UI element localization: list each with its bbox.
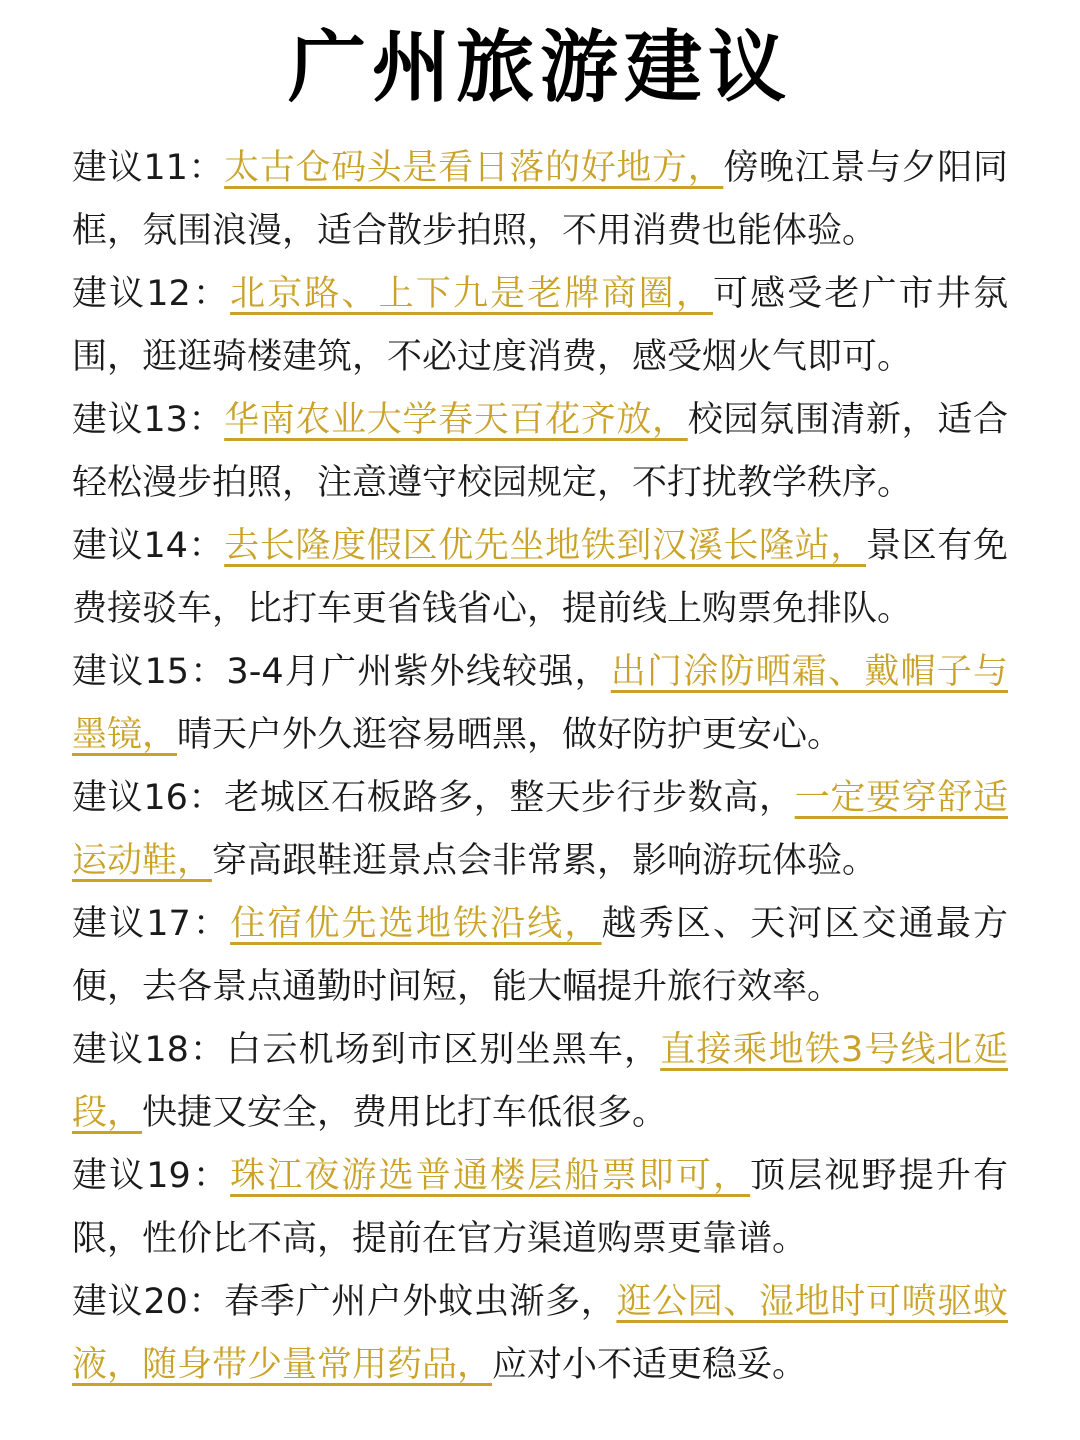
tip-highlight: 华南农业大学春天百花齐放， — [224, 400, 688, 440]
tip-label: 建议17： — [72, 904, 231, 944]
tip-text: 可感受老广市井氛围，逛逛骑楼建筑，不必过度消费，感受烟火气即可。 — [72, 274, 1008, 377]
tip-label: 建议12： — [72, 274, 231, 314]
tip-text: 越秀区、天河区交通最方便，去各景点通勤时间短，能大幅提升旅行效率。 — [72, 904, 1008, 1007]
tip-text: 春季广州户外蚊虫渐多， — [224, 1282, 617, 1322]
tip-highlight: 北京路、上下九是老牌商圈， — [230, 274, 713, 314]
tip-highlight: 一定要穿舒适运动鞋， — [72, 778, 1008, 881]
tip-highlight: 去长隆度假区优先坐地铁到汉溪长隆站， — [224, 526, 866, 566]
tip-label: 建议15： — [72, 652, 227, 692]
tip-item — [72, 641, 1008, 767]
tip-text: 老城区石板路多，整天步行步数高， — [224, 778, 795, 818]
tip-text: 傍晚江景与夕阳同框，氛围浪漫，适合散步拍照，不用消费也能体验。 — [72, 148, 1008, 251]
tip-item — [72, 1019, 1008, 1145]
tip-label: 建议19： — [72, 1156, 231, 1196]
tip-text: 校园氛围清新，适合轻松漫步拍照，注意遵守校园规定，不打扰教学秩序。 — [72, 400, 1008, 503]
tip-highlight: 太古仓码头是看日落的好地方， — [224, 148, 724, 188]
tip-item — [72, 767, 1008, 893]
tip-label: 建议20： — [72, 1282, 225, 1322]
tip-highlight: 直接乘地铁3号线北延段， — [72, 1030, 1008, 1133]
tip-label: 建议14： — [72, 526, 225, 566]
tip-item — [72, 515, 1008, 641]
tip-highlight: 住宿优先选地铁沿线， — [230, 904, 602, 944]
tip-item — [72, 1145, 1008, 1271]
tip-item — [72, 137, 1008, 263]
tip-highlight: 出门涂防晒霜、戴帽子与墨镜， — [72, 652, 1008, 755]
tip-highlight: 珠江夜游选普通楼层船票即可， — [230, 1156, 751, 1196]
tip-label: 建议16： — [72, 778, 225, 818]
tip-label: 建议13： — [72, 400, 225, 440]
tip-item — [72, 1271, 1008, 1397]
tip-label: 建议18： — [72, 1030, 227, 1070]
tips-list — [72, 137, 1008, 1397]
page-title: 广州旅游建议 — [287, 23, 792, 113]
tip-label: 建议11： — [72, 148, 225, 188]
tip-text: 晴天户外久逛容易晒黑，做好防护更安心。 — [177, 715, 843, 755]
tip-item — [72, 389, 1008, 515]
tip-text: 穿高跟鞋逛景点会非常累，影响游玩体验。 — [212, 841, 878, 881]
tip-item — [72, 893, 1008, 1019]
tip-text: 3-4月广州紫外线较强， — [226, 652, 611, 692]
tip-text: 快捷又安全，费用比打车低很多。 — [142, 1093, 668, 1133]
tip-text: 应对小不适更稳妥。 — [492, 1345, 808, 1385]
tip-text: 白云机场到市区别坐黑车， — [226, 1030, 661, 1070]
tip-highlight: 逛公园、湿地时可喷驱蚊液，随身带少量常用药品， — [72, 1282, 1008, 1385]
tip-item — [72, 263, 1008, 389]
tip-text: 景区有免费接驳车，比打车更省钱省心，提前线上购票免排队。 — [72, 526, 1008, 629]
tip-text: 顶层视野提升有限，性价比不高，提前在官方渠道购票更靠谱。 — [72, 1156, 1008, 1259]
